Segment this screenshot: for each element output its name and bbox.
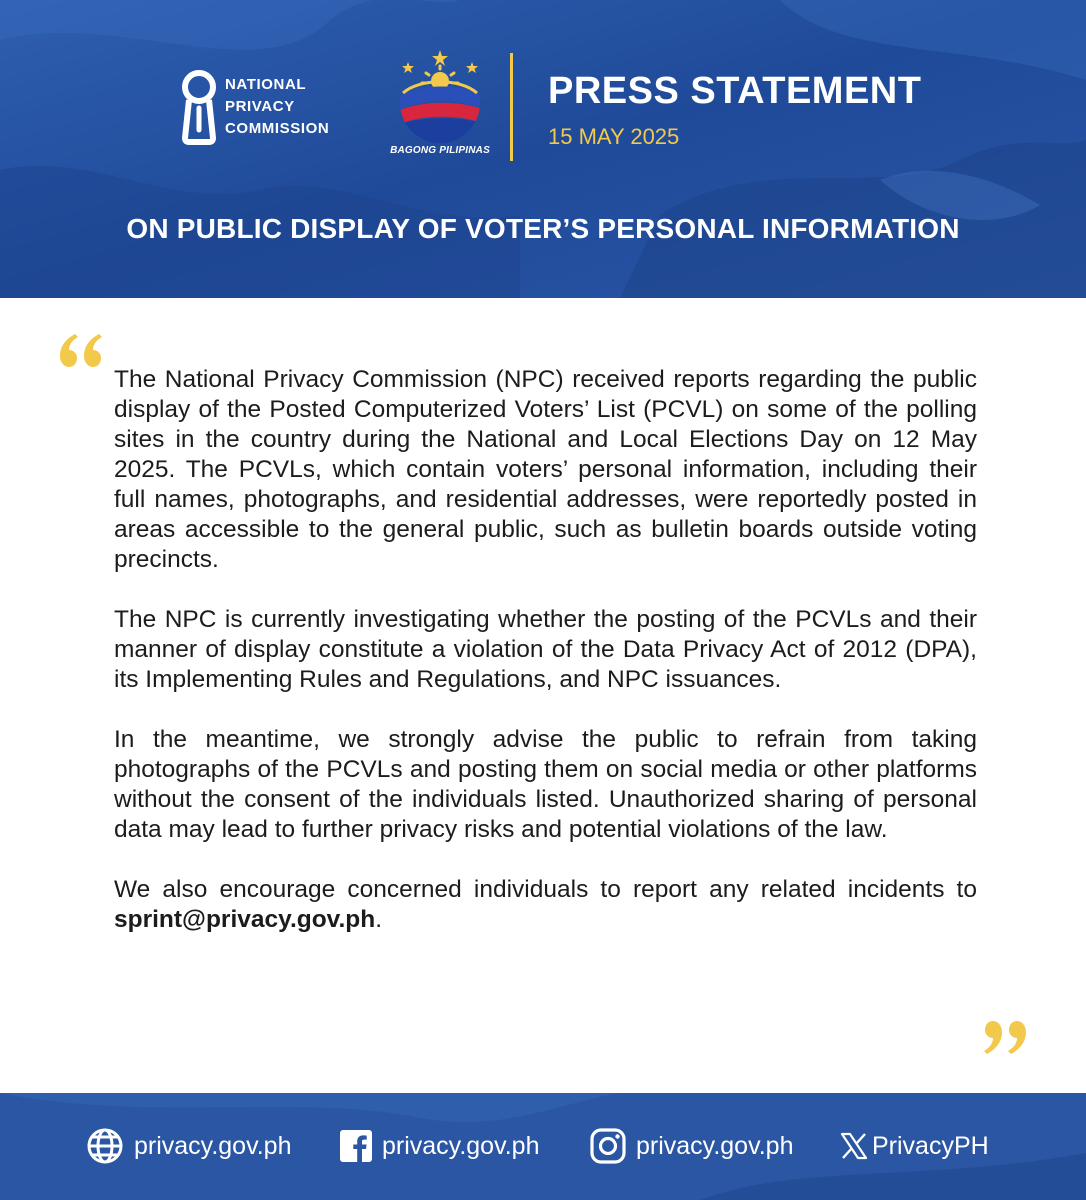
globe-icon — [86, 1127, 124, 1165]
keyhole-logo-icon — [180, 68, 218, 146]
x-link[interactable] — [840, 1126, 989, 1166]
instagram-text: privacy.gov.ph — [636, 1131, 794, 1160]
instagram-icon — [590, 1128, 626, 1164]
website-text: privacy.gov.ph — [134, 1131, 292, 1160]
npc-logo — [180, 62, 370, 152]
org-name-line-2: PRIVACY — [225, 98, 295, 115]
x-logo-icon — [840, 1132, 868, 1160]
bagong-pilipinas-text: BAGONG PILIPINAS — [390, 145, 490, 156]
statement-paragraph-1: The National Privacy Commission (NPC) received reports regarding the public display of the Posted Computerized Voters’ List (PCVL) on some of the polling sites in the country during the National and Local Elections Day on 12 May 2025. The PCVLs, which contain voters’ personal information, including their full names, photographs, and residential addresses, were reportedly posted in areas accessible to the general public, such as bulletin boards outside voting precincts. — [114, 366, 977, 573]
open-quote-icon — [56, 330, 104, 370]
facebook-link[interactable] — [340, 1126, 539, 1166]
bagong-pilipinas-logo — [385, 48, 495, 163]
instagram-link[interactable] — [590, 1126, 793, 1166]
facebook-icon — [340, 1130, 372, 1162]
x-handle-text: PrivacyPH — [872, 1131, 989, 1160]
statement-paragraph-3: In the meantime, we strongly advise the public to refrain from taking photographs of the PCVLs and posting them on social media or other platforms without the consent of the individuals listed. Unauthorized sharing of personal data may lead to further privacy risks and potential violations of the law. — [114, 726, 977, 843]
org-name-line-1: NATIONAL — [225, 76, 307, 93]
facebook-text: privacy.gov.ph — [382, 1131, 540, 1160]
header-banner — [0, 0, 1086, 298]
paragraph-period: . — [375, 906, 383, 933]
statement-date: 15 MAY 2025 — [548, 124, 680, 149]
press-statement-label: PRESS STATEMENT — [548, 70, 922, 112]
statement-paragraph-2: The NPC is currently investigating whether the posting of the PCVLs and their manner of display constitute a violation of the Data Privacy Act of 2012 (DPA), its Implementing Rules and Regulations, and NPC issuances. — [114, 606, 977, 693]
report-instruction-text: We also encourage concerned individuals to report any related incidents to — [114, 876, 977, 903]
header-divider — [510, 53, 513, 161]
npc-org-name — [225, 74, 329, 140]
website-link[interactable] — [86, 1126, 291, 1166]
footer-banner — [0, 1093, 1086, 1200]
bagong-pilipinas-emblem-icon — [385, 48, 495, 148]
header-background-waves — [0, 0, 1086, 298]
statement-body — [114, 365, 977, 935]
contact-email-link[interactable]: sprint@privacy.gov.ph — [114, 906, 376, 933]
org-name-line-3: COMMISSION — [225, 120, 330, 137]
statement-title: ON PUBLIC DISPLAY OF VOTER’S PERSONAL INFORMATION — [126, 213, 960, 244]
statement-paragraph-4 — [114, 875, 977, 935]
close-quote-icon — [982, 1018, 1030, 1058]
